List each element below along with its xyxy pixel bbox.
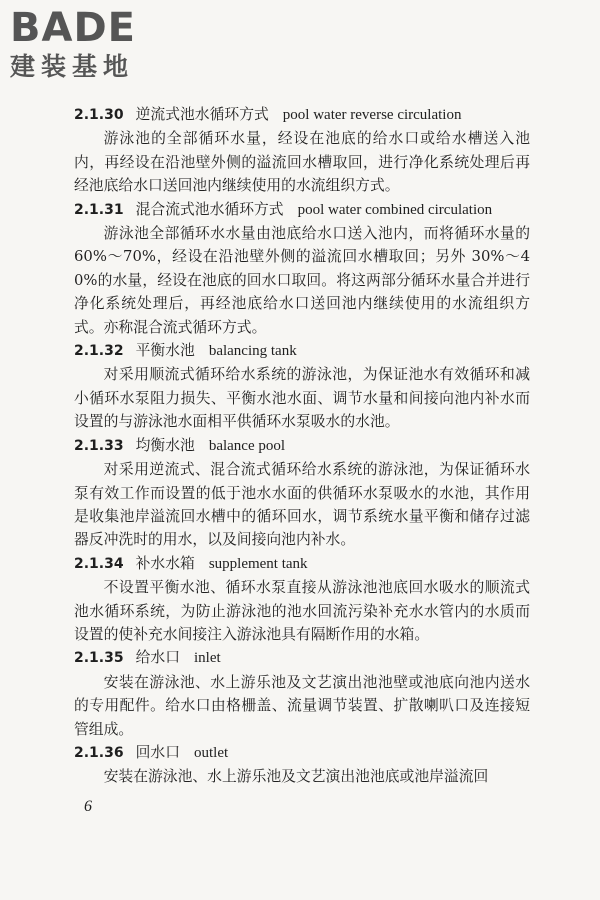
term-english: outlet (194, 744, 229, 761)
term-heading (74, 339, 530, 363)
term-chinese: 逆流式池水循环方式 (135, 106, 269, 123)
logo-wordmark: BADE (10, 5, 136, 51)
term-definition: 对采用顺流式循环给水系统的游泳池，为保证池水有效循环和减小循环水泵阻力损失、平衡水池水面、调节水量和间接向池内补水而设置的与游泳池水面相平供循环水泵吸水的水池。 (74, 366, 530, 431)
term-chinese: 混合流式池水循环方式 (135, 200, 284, 218)
document-body (74, 103, 530, 789)
term-number: 2.1.33 (74, 437, 124, 454)
term-english: pool water reverse circulation (282, 107, 462, 123)
term-english: pool water combined circulation (297, 201, 493, 218)
term-definition: 游泳池全部循环水水量由池底给水口送入池内，而将循环水量的 60%～70%，经设在沿池壁外侧的溢流回水槽取回；另外 30%～40%的水量，经设在池底的回水口取回。将这两部分循环水量合并进行净化系统处理后，再经池底给水口送回池内继续使用的水流组织方式。亦称混合流式循环方式。 (74, 225, 530, 336)
term-heading (74, 646, 530, 670)
term-number: 2.1.35 (74, 650, 124, 667)
term-definition: 安装在游泳池、水上游乐池及文艺演出池池壁或池底向池内送水的专用配件。给水口由格栅盖、流量调节装置、扩散喇叭口及连接短管组成。 (74, 673, 530, 738)
term-number: 2.1.34 (74, 555, 124, 572)
term-definition: 安装在游泳池、水上游乐池及文艺演出池池底或池岸溢流回 (103, 768, 489, 786)
term-chinese: 平衡水池 (135, 342, 195, 360)
term-chinese: 回水口 (135, 743, 181, 761)
term-heading (74, 741, 530, 765)
page-number: 6 (84, 798, 92, 815)
term-heading (74, 103, 530, 127)
term-number: 2.1.32 (74, 343, 124, 360)
term-chinese: 补水水箱 (135, 554, 195, 572)
term-number: 2.1.36 (74, 744, 124, 761)
term-definition: 对采用逆流式、混合流式循环给水系统的游泳池，为保证循环水泵有效工作而设置的低于池水水面的供循环水泵吸水的水池，其作用是收集池岸溢流回水槽中的循环回水，调节系统水量平衡和储存过滤器反冲洗时的用水，以及间接向池内补水。 (74, 461, 530, 549)
term-english: balance pool (208, 437, 286, 454)
term-english: inlet (194, 650, 221, 667)
bade-logo (10, 6, 136, 82)
term-number: 2.1.30 (74, 107, 124, 123)
term-heading (74, 434, 530, 458)
term-number: 2.1.31 (74, 201, 124, 218)
term-english: balancing tank (208, 343, 297, 360)
term-heading (74, 552, 530, 576)
term-definition: 不设置平衡水池、循环水泵直接从游泳池池底回水吸水的顺流式池水循环系统，为防止游泳池的池水回流污染补充水水管内的水质而设置的使补充水间接注入游泳池具有隔断作用的水箱。 (74, 579, 530, 643)
term-heading (74, 198, 530, 222)
term-chinese: 均衡水池 (135, 436, 195, 454)
term-english: supplement tank (208, 555, 308, 572)
term-definition: 游泳池的全部循环水量，经设在池底的给水口或给水槽送入池内，再经设在沿池壁外侧的溢流回水槽取回，进行净化系统处理后再经池底给水口送回池内继续使用的水流组织方式。 (74, 130, 530, 195)
logo-subtitle: 建装基地 (10, 52, 135, 81)
term-chinese: 给水口 (135, 649, 181, 667)
